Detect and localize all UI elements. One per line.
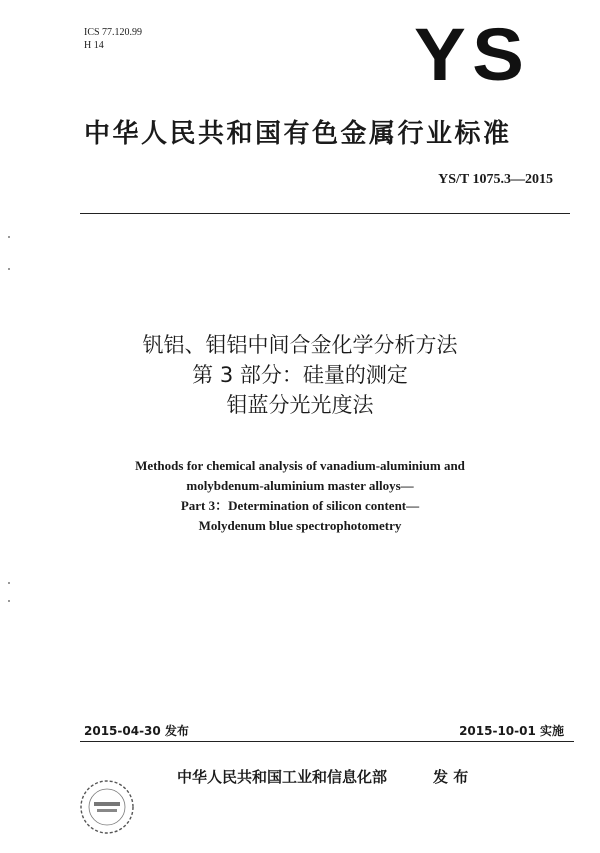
round-seal-stamp-icon — [78, 778, 136, 836]
scan-mark — [8, 268, 10, 270]
chinese-title-line-2: 第 3 部分：硅量的测定 — [192, 363, 408, 387]
ics-code: ICS 77.120.99 — [84, 27, 143, 38]
chinese-title-line-3: 钼蓝分光光度法 — [226, 393, 374, 417]
english-title-line-3: Part 3：Determination of silicon content— — [180, 498, 420, 513]
chinese-title-line-1: 钒铝、钼铝中间合金化学分析方法 — [142, 333, 458, 357]
english-title-line-2: molybdenum-aluminium master alloys— — [186, 478, 414, 493]
ys-logo: YS — [414, 13, 531, 96]
publish-label: 发 布 — [433, 768, 469, 786]
bottom-divider — [80, 741, 574, 742]
standard-category-title: 中华人民共和国有色金属行业标准 — [84, 119, 512, 149]
ccs-code: H 14 — [84, 40, 104, 51]
issuing-authority: 中华人民共和国工业和信息化部 — [177, 768, 388, 786]
classification-codes — [84, 26, 142, 52]
english-title-line-1: Methods for chemical analysis of vanadium-aluminium and — [135, 458, 465, 473]
english-title — [0, 456, 600, 536]
implementation-date: 2015-10-01 实施 — [459, 724, 564, 738]
scan-mark — [8, 582, 10, 584]
standard-number: YS/T 1075.3—2015 — [438, 172, 553, 187]
scan-mark — [8, 600, 10, 602]
chinese-title — [0, 330, 600, 420]
top-divider — [80, 213, 570, 214]
issue-date: 2015-04-30 发布 — [84, 724, 189, 738]
scan-mark — [8, 236, 10, 238]
english-title-line-4: Molydenum blue spectrophotometry — [198, 518, 402, 533]
